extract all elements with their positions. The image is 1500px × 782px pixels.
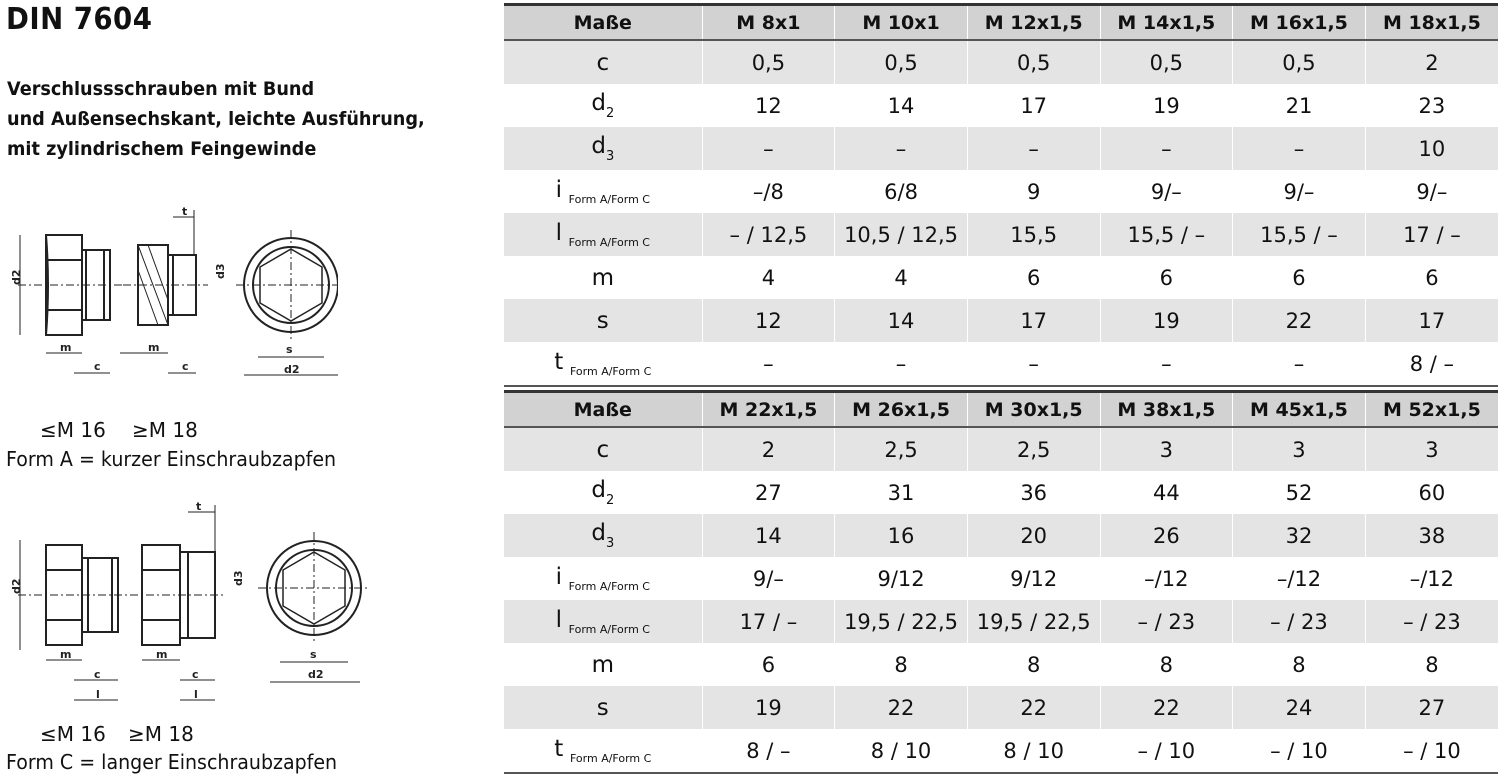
table-cell: 8 (1100, 643, 1233, 686)
table-cell: – / 23 (1365, 600, 1498, 643)
table-cell: 6 (1100, 256, 1233, 299)
row-label: s (504, 299, 702, 342)
table-cell: 60 (1365, 471, 1498, 514)
table-cell: 14 (702, 514, 835, 557)
table-cell: 17 (1365, 299, 1498, 342)
table-row (504, 729, 1498, 773)
form-a-size-small: ≤M 16 (40, 418, 106, 442)
table-cell: 8 / 10 (967, 729, 1100, 773)
row-label: $d_3$ (504, 514, 702, 557)
dim-label-d2: d2 (10, 269, 23, 285)
table-cell: 8 (1233, 643, 1366, 686)
table-row (504, 40, 1498, 84)
table-cell: 52 (1233, 471, 1366, 514)
table-cell: – / 10 (1233, 729, 1366, 773)
table-cell: 32 (1233, 514, 1366, 557)
dim-label-m: m (60, 648, 72, 661)
header-cell: M 10x1 (835, 5, 968, 41)
row-label: c (504, 427, 702, 471)
table-cell: 14 (835, 299, 968, 342)
dim-label-m: m (148, 341, 160, 354)
table-cell: 19,5 / 22,5 (835, 600, 968, 643)
table-cell: 19 (702, 686, 835, 729)
table-cell: 6 (967, 256, 1100, 299)
table-cell: 17 (967, 84, 1100, 127)
form-a-size-large: ≥M 18 (132, 418, 198, 442)
row-label: l $_{Form A/Form C}$ (504, 213, 702, 256)
table-cell: 24 (1233, 686, 1366, 729)
table-cell: 27 (702, 471, 835, 514)
table-cell: –/12 (1100, 557, 1233, 600)
table-cell: – / 12,5 (702, 213, 835, 256)
row-label: $d_3$ (504, 127, 702, 170)
table-cell: 15,5 / – (1100, 213, 1233, 256)
table-cell: 9/12 (835, 557, 968, 600)
table-cell: 3 (1100, 427, 1233, 471)
header-cell: Maße (504, 392, 702, 428)
form-c-caption: Form C = langer Einschraubzapfen (6, 750, 338, 774)
header-cell: M 52x1,5 (1365, 392, 1498, 428)
table-cell: 20 (967, 514, 1100, 557)
header-cell: Maße (504, 5, 702, 41)
table-cell: – (967, 342, 1100, 386)
table-cell: 9/– (1365, 170, 1498, 213)
table-cell: 22 (1100, 686, 1233, 729)
subtitle-line: mit zylindrischem Feingewinde (7, 138, 317, 160)
header-cell: M 30x1,5 (967, 392, 1100, 428)
table-cell: 2 (1365, 40, 1498, 84)
table-row (504, 514, 1498, 557)
table-cell: 22 (835, 686, 968, 729)
table-header-row (504, 5, 1498, 41)
form-a-caption: Form A = kurzer Einschraubzapfen (6, 447, 337, 471)
header-cell: M 26x1,5 (835, 392, 968, 428)
row-label: c (504, 40, 702, 84)
table-cell: – / 10 (1100, 729, 1233, 773)
table-row (504, 600, 1498, 643)
table-cell: 2,5 (835, 427, 968, 471)
table-cell: – (1233, 127, 1366, 170)
table-cell: – (702, 127, 835, 170)
header-cell: M 16x1,5 (1233, 5, 1366, 41)
table-cell: 12 (702, 299, 835, 342)
table-cell: 15,5 (967, 213, 1100, 256)
header-cell: M 18x1,5 (1365, 5, 1498, 41)
row-label: $d_2$ (504, 471, 702, 514)
table-cell: 12 (702, 84, 835, 127)
page-title: DIN 7604 (6, 2, 153, 37)
table-row (504, 213, 1498, 256)
table-cell: 36 (967, 471, 1100, 514)
header-cell: M 22x1,5 (702, 392, 835, 428)
table-cell: 6 (1233, 256, 1366, 299)
table-cell: –/12 (1365, 557, 1498, 600)
table-cell: 9/– (1100, 170, 1233, 213)
table-cell: 19 (1100, 299, 1233, 342)
table-cell: 21 (1233, 84, 1366, 127)
table-cell: –/8 (702, 170, 835, 213)
table-cell: 31 (835, 471, 968, 514)
header-cell: M 45x1,5 (1233, 392, 1366, 428)
table-cell: 17 (967, 299, 1100, 342)
table-cell: – (1233, 342, 1366, 386)
form-a-drawing (8, 205, 338, 385)
table-cell: 3 (1233, 427, 1366, 471)
table-row (504, 127, 1498, 170)
table-cell: 44 (1100, 471, 1233, 514)
table-cell: 23 (1365, 84, 1498, 127)
table-cell: 10 (1365, 127, 1498, 170)
dim-label-d2: d2 (308, 668, 324, 681)
row-label: l $_{Form A/Form C}$ (504, 600, 702, 643)
table-cell: – (1100, 127, 1233, 170)
table-cell: 6 (702, 643, 835, 686)
table-row (504, 299, 1498, 342)
table-cell: 4 (835, 256, 968, 299)
dim-label-c: c (192, 668, 199, 681)
table-cell: 10,5 / 12,5 (835, 213, 968, 256)
table-cell: –/12 (1233, 557, 1366, 600)
table-cell: 22 (967, 686, 1100, 729)
table-bottom (504, 390, 1498, 774)
table-cell: 9/12 (967, 557, 1100, 600)
dimension-table-top (504, 3, 1498, 387)
dim-label-d3: d3 (214, 263, 227, 279)
header-cell: M 12x1,5 (967, 5, 1100, 41)
table-cell: 8 (967, 643, 1100, 686)
table-row (504, 427, 1498, 471)
table-cell: 19,5 / 22,5 (967, 600, 1100, 643)
dim-label-c: c (182, 360, 189, 373)
table-cell: 9/– (702, 557, 835, 600)
header-cell: M 38x1,5 (1100, 392, 1233, 428)
table-cell: 8 (835, 643, 968, 686)
table-cell: 15,5 / – (1233, 213, 1366, 256)
table-cell: – (967, 127, 1100, 170)
row-label: m (504, 643, 702, 686)
table-top (504, 3, 1498, 387)
table-cell: 19 (1100, 84, 1233, 127)
form-c-size-large: ≥M 18 (128, 722, 194, 746)
subtitle (7, 74, 425, 164)
table-row (504, 471, 1498, 514)
table-cell: 14 (835, 84, 968, 127)
table-cell: 0,5 (835, 40, 968, 84)
table-cell: 27 (1365, 686, 1498, 729)
row-label: t $_{Form A/Form C}$ (504, 729, 702, 773)
table-cell: 2,5 (967, 427, 1100, 471)
table-cell: 6/8 (835, 170, 968, 213)
table-cell: – (835, 342, 968, 386)
table-cell: – / 10 (1365, 729, 1498, 773)
table-cell: – (1100, 342, 1233, 386)
table-cell: 0,5 (702, 40, 835, 84)
dim-label-l: l (194, 688, 198, 701)
table-cell: 8 / – (1365, 342, 1498, 386)
dim-label-m: m (156, 648, 168, 661)
form-c-drawing (8, 500, 368, 715)
table-cell: 9 (967, 170, 1100, 213)
table-cell: 17 / – (1365, 213, 1498, 256)
dim-label-s: s (310, 648, 317, 661)
table-row (504, 256, 1498, 299)
table-cell: – / 23 (1233, 600, 1366, 643)
table-cell: 8 / 10 (835, 729, 968, 773)
table-cell: 2 (702, 427, 835, 471)
row-label: $d_2$ (504, 84, 702, 127)
table-cell: 6 (1365, 256, 1498, 299)
dimension-table-bottom (504, 390, 1498, 774)
header-cell: M 8x1 (702, 5, 835, 41)
table-cell: 8 / – (702, 729, 835, 773)
table-cell: 9/– (1233, 170, 1366, 213)
table-cell: 0,5 (967, 40, 1100, 84)
table-row (504, 170, 1498, 213)
table-row (504, 686, 1498, 729)
table-cell: 8 (1365, 643, 1498, 686)
form-c-technical-drawing (8, 500, 368, 715)
table-row (504, 557, 1498, 600)
table-cell: 17 / – (702, 600, 835, 643)
table-row (504, 84, 1498, 127)
dim-label-m: m (60, 341, 72, 354)
table-cell: 3 (1365, 427, 1498, 471)
dim-label-l: l (96, 688, 100, 701)
table-cell: 22 (1233, 299, 1366, 342)
table-row (504, 342, 1498, 386)
dim-label-d3: d3 (232, 570, 245, 586)
table-cell: – (702, 342, 835, 386)
header-cell: M 14x1,5 (1100, 5, 1233, 41)
row-label: m (504, 256, 702, 299)
dim-label-c: c (94, 668, 101, 681)
form-c-size-small: ≤M 16 (40, 722, 106, 746)
row-label: i $_{Form A/Form C}$ (504, 170, 702, 213)
row-label: i $_{Form A/Form C}$ (504, 557, 702, 600)
row-label: s (504, 686, 702, 729)
row-label: t $_{Form A/Form C}$ (504, 342, 702, 386)
table-header-row (504, 392, 1498, 428)
table-cell: 0,5 (1100, 40, 1233, 84)
form-a-technical-drawing (8, 205, 338, 385)
table-row (504, 643, 1498, 686)
subtitle-line: und Außensechskant, leichte Ausführung, (7, 108, 425, 130)
dim-label-t: t (182, 205, 188, 218)
table-cell: 26 (1100, 514, 1233, 557)
table-cell: – / 23 (1100, 600, 1233, 643)
dim-label-d2: d2 (10, 578, 23, 594)
table-cell: 38 (1365, 514, 1498, 557)
table-cell: 0,5 (1233, 40, 1366, 84)
subtitle-line: Verschlussschrauben mit Bund (7, 78, 315, 100)
dim-label-t: t (196, 500, 202, 513)
table-cell: 16 (835, 514, 968, 557)
dim-label-s: s (286, 343, 293, 356)
dim-label-c: c (94, 360, 101, 373)
table-cell: – (835, 127, 968, 170)
left-panel (0, 0, 500, 782)
table-cell: 4 (702, 256, 835, 299)
dim-label-d2: d2 (284, 363, 300, 376)
